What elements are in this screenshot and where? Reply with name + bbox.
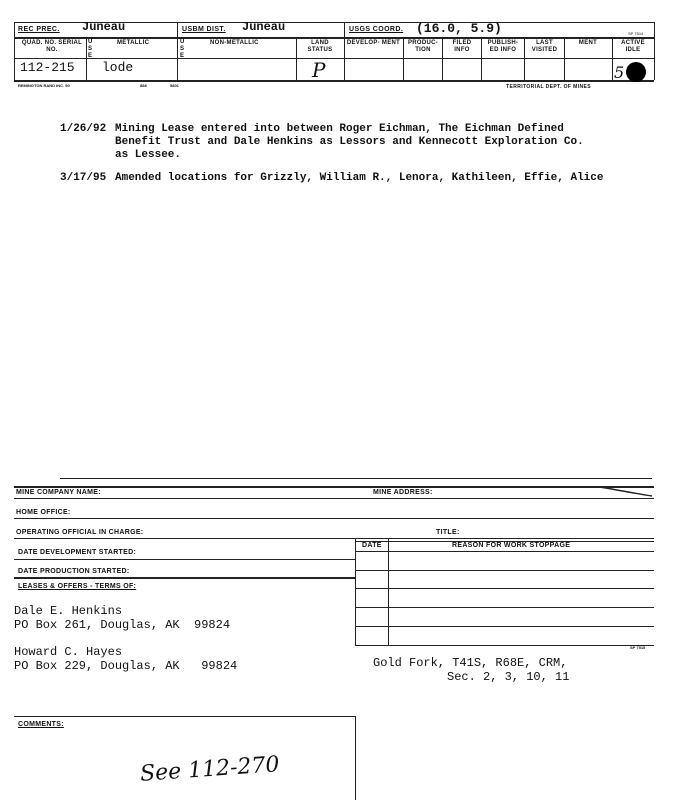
col-development: DEVELOP- MENT bbox=[346, 40, 401, 46]
col-ment: MENT bbox=[578, 40, 598, 46]
imprint-code-1: 888 bbox=[140, 83, 147, 88]
col-metallic: METALLIC bbox=[117, 40, 150, 46]
usgs-coord-label: USGS COORD. bbox=[349, 26, 404, 33]
punch-hole-dot bbox=[626, 62, 646, 82]
entry-line: Benefit Trust and Dale Henkins as Lessors and Kennecott Exploration Co. bbox=[115, 136, 584, 148]
usgs-coord-value: (16.0, 5.9) bbox=[416, 21, 502, 36]
col-nonmetallic: NON-METALLIC bbox=[210, 40, 259, 46]
col-quad-serial: QUAD. NO. SERIAL NO. bbox=[21, 40, 83, 53]
usbm-dist-value: Juneau bbox=[242, 20, 286, 34]
printer-imprint: REMINGTON RAND INC. 50 bbox=[18, 83, 70, 88]
pen-stroke-mark bbox=[598, 484, 654, 498]
active-idle-mark: 5 bbox=[614, 63, 625, 82]
leases-label: LEASES & OFFERS - TERMS OF: bbox=[18, 583, 137, 590]
metallic-value: lode bbox=[102, 60, 134, 75]
col-filed-info: FILED INFO bbox=[452, 40, 472, 53]
quad-serial-value: 112-215 bbox=[20, 60, 75, 75]
operating-official-label: OPERATING OFFICIAL IN CHARGE: bbox=[16, 529, 144, 536]
col-use-1: U S E bbox=[88, 39, 93, 59]
lessor-name: Dale E. Henkins bbox=[14, 604, 123, 618]
col-land-status: LAND STATUS bbox=[307, 40, 333, 53]
imprint-code-2: 5801 bbox=[170, 83, 179, 88]
date-development-label: DATE DEVELOPMENT STARTED: bbox=[18, 549, 137, 556]
col-published-info: PUBLISH- ED INFO bbox=[487, 40, 519, 53]
home-office-label: HOME OFFICE: bbox=[16, 509, 71, 516]
location-line-2: Sec. 2, 3, 10, 11 bbox=[447, 670, 570, 684]
date-production-label: DATE PRODUCTION STARTED: bbox=[18, 568, 130, 575]
mine-company-label: MINE COMPANY NAME: bbox=[16, 489, 101, 496]
lessor-address: PO Box 261, Douglas, AK 99824 bbox=[14, 618, 231, 632]
comments-label: COMMENTS: bbox=[18, 721, 64, 728]
land-status-mark: P bbox=[312, 58, 326, 82]
reason-col-label: REASON FOR WORK STOPPAGE bbox=[452, 542, 571, 549]
col-last-visited: LAST VISITED bbox=[531, 40, 558, 53]
usbm-dist-label: USBM DIST. bbox=[182, 26, 226, 33]
form-number-bottom: SP 7515 bbox=[630, 645, 646, 650]
entry-line: as Lessee. bbox=[115, 149, 182, 161]
lessor-name: Howard C. Hayes bbox=[14, 645, 123, 659]
location-line-1: Gold Fork, T41S, R68E, CRM, bbox=[373, 656, 568, 670]
date-col-label: DATE bbox=[362, 542, 382, 549]
col-use-2: U S E bbox=[180, 39, 185, 59]
entry-line: Mining Lease entered into between Roger Eichman, The Eichman Defined bbox=[115, 123, 564, 135]
rec-prec-label: REC PREC. bbox=[18, 26, 60, 33]
form-number-top: SP 7514 bbox=[628, 31, 644, 36]
col-active-idle: ACTIVE IDLE bbox=[621, 40, 645, 53]
entry-line: Amended locations for Grizzly, William R., Lenora, Kathileen, Effie, Alice bbox=[115, 172, 604, 184]
territorial-dept: TERRITORIAL DEPT. OF MINES bbox=[506, 84, 591, 90]
mine-address-label: MINE ADDRESS: bbox=[373, 489, 433, 496]
entry-date: 1/26/92 bbox=[60, 123, 107, 135]
title-label: TITLE: bbox=[436, 529, 460, 536]
rec-prec-value: Juneau bbox=[82, 20, 126, 34]
lessor-address: PO Box 229, Douglas, AK 99824 bbox=[14, 659, 238, 673]
col-production: PRODUC- TION bbox=[407, 40, 439, 53]
handwritten-comment: See 112-270 bbox=[139, 752, 281, 787]
entry-date: 3/17/95 bbox=[60, 172, 107, 184]
